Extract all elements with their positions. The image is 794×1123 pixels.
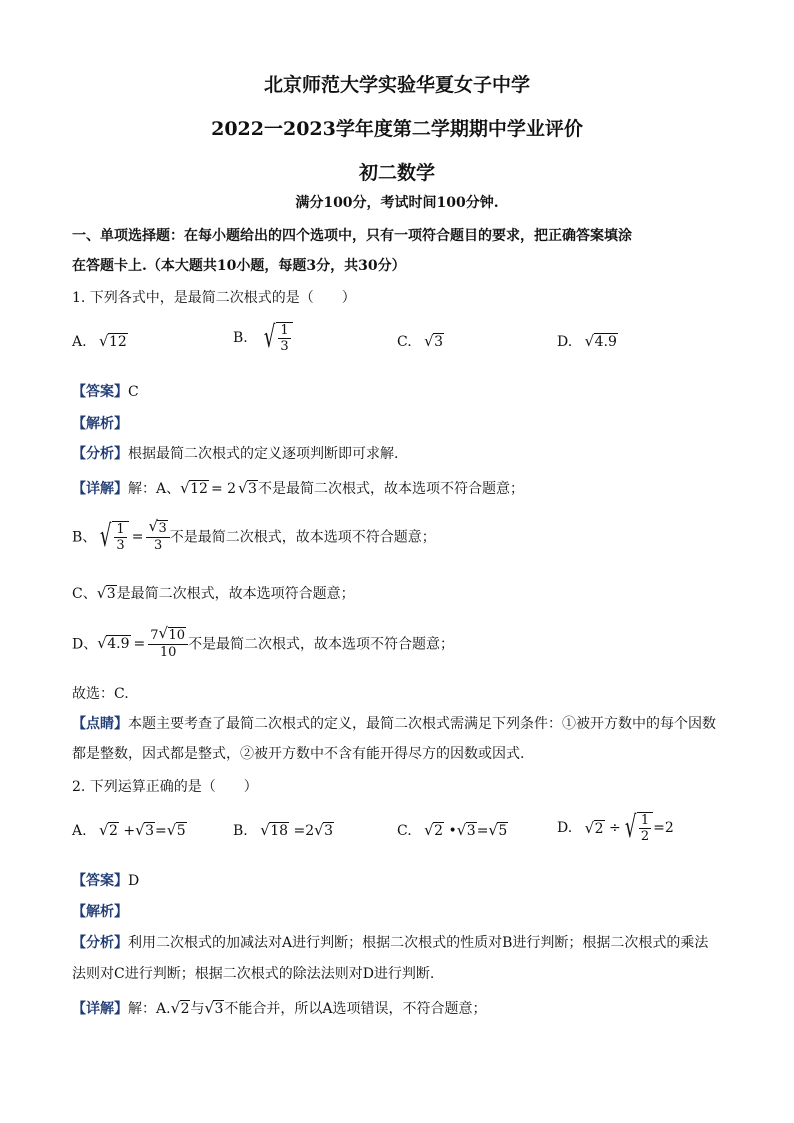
xiangjie-label: 【详解】 xyxy=(72,481,128,497)
equals: = xyxy=(476,823,489,839)
xiangjie-label: 【详解】 xyxy=(72,1001,128,1017)
q1-option-d xyxy=(557,333,618,350)
option-letter: B. xyxy=(233,330,248,346)
analysis-label: 【解析】 xyxy=(72,904,128,920)
q1-step-c xyxy=(72,583,355,603)
sqrt-fraction: √ $\frac{1}{2}$ xyxy=(621,812,653,844)
radicand: 3 xyxy=(145,823,155,839)
radicand: 5 xyxy=(498,823,508,839)
denominator: 2 xyxy=(640,829,650,844)
option-letter: D. xyxy=(557,334,573,350)
sqrt-expression: √ 4.9 xyxy=(97,634,130,652)
option-letter: C. xyxy=(397,334,412,350)
sqrt-expression: √ 3 xyxy=(96,584,116,602)
denominator: 10 xyxy=(159,645,177,660)
question-2-stem: 2. 下列运算正确的是（ ） xyxy=(72,779,258,795)
radicand: 3 xyxy=(158,521,167,536)
q2-answer xyxy=(72,870,139,890)
fraction xyxy=(146,517,169,553)
equals: =2 xyxy=(653,820,674,836)
fraction xyxy=(148,624,188,660)
q2-xiangjie-a xyxy=(72,998,487,1018)
radicand: 4.9 xyxy=(107,636,130,652)
analysis-label: 【解析】 xyxy=(72,416,128,432)
section-instruction-line1: 一、单项选择题：在每小题给出的四个选项中，只有一项符合题目的要求，把正确答案填涂 xyxy=(72,228,632,244)
answer-value: C xyxy=(128,384,139,400)
sqrt-expression: √ 3 xyxy=(204,999,224,1017)
q1-answer xyxy=(72,381,139,401)
q1-option-b xyxy=(233,322,293,354)
radicand: 3 xyxy=(324,823,334,839)
radicand: 4.9 xyxy=(594,334,617,350)
answer-label: 【答案】 xyxy=(72,873,128,889)
sqrt-expression: √ 2 xyxy=(170,999,190,1017)
radicand: 3 xyxy=(434,334,444,350)
operator: ÷ xyxy=(609,820,621,836)
sqrt-expression: √ 5 xyxy=(166,821,186,839)
question-1-stem: 1. 下列各式中，是最简二次根式的是（ ） xyxy=(72,290,356,306)
operator: • xyxy=(448,823,457,839)
q1-dianjing-line2: 都是整数，因式都是整式，②被开方数中不含有能开得尽方的因数或因式. xyxy=(72,746,525,762)
q1-analysis-heading xyxy=(72,413,128,433)
q2-option-b xyxy=(233,822,334,839)
numerator: 1 xyxy=(280,323,289,338)
step-prefix: 解：A. xyxy=(128,1001,171,1017)
radicand: 3 xyxy=(214,1001,224,1017)
radicand: 2 xyxy=(594,820,604,837)
denominator: 3 xyxy=(280,339,289,354)
sqrt-expression: √ 2 xyxy=(424,821,444,839)
option-letter: B. xyxy=(233,823,248,839)
q2-option-c xyxy=(397,822,508,839)
exam-info: 满分100分，考试时间100分钟. xyxy=(295,195,499,211)
step-conclusion: 不能合并，所以A选项错误，不符合题意； xyxy=(224,1001,487,1017)
numerator: 1 xyxy=(640,813,650,828)
fenxi-text: 利用二次根式的加减法对A进行判断；根据二次根式的性质对B进行判断；根据二次根式的乘法 xyxy=(128,935,709,951)
q1-fenxi xyxy=(72,443,398,463)
equals: = xyxy=(133,635,146,652)
option-letter: C. xyxy=(397,823,412,839)
sqrt-expression: √ 3 xyxy=(135,821,155,839)
option-letter: D. xyxy=(557,820,573,836)
radicand: 12 xyxy=(190,481,208,497)
fenxi-label: 【分析】 xyxy=(72,446,128,462)
answer-value: D xyxy=(128,873,140,889)
numerator: 1 xyxy=(116,521,125,537)
sqrt-expression: √ 2 xyxy=(584,818,604,837)
fenxi-text: 根据最简二次根式的定义逐项判断即可求解. xyxy=(128,446,399,462)
radicand: 2 xyxy=(180,1001,190,1017)
q1-dianjing-line1 xyxy=(72,713,716,733)
q2-fenxi-line2: 法则对C进行判断；根据二次根式的除法法则对D进行判断. xyxy=(72,966,435,982)
q1-option-a xyxy=(72,333,128,350)
step-prefix: D、 xyxy=(72,636,98,653)
dianjing-label: 【点睛】 xyxy=(72,716,128,732)
q2-option-d xyxy=(557,812,674,844)
sqrt-expression: √ 2 xyxy=(99,821,118,839)
option-letter: A. xyxy=(72,823,87,839)
fenxi-label: 【分析】 xyxy=(72,935,128,951)
denominator: 3 xyxy=(116,537,125,553)
step-conclusion: 不是最简二次根式，故本选项不符合题意； xyxy=(169,529,436,546)
radicand: 3 xyxy=(248,481,257,497)
sqrt-expression: √ 5 xyxy=(488,821,508,839)
operator: + xyxy=(123,823,136,839)
step-prefix: C、 xyxy=(72,586,97,602)
school-title: 北京师范大学实验华夏女子中学 xyxy=(263,74,530,96)
sqrt-expression: √ 3 xyxy=(148,517,167,536)
step-conclusion: 是最简二次根式，故本选项符合题意； xyxy=(116,586,355,602)
sqrt-expression: √ 4.9 xyxy=(584,332,617,350)
radicand: 2 xyxy=(434,823,444,839)
step-conclusion: 不是最简二次根式，故本选项不符合题意； xyxy=(188,636,455,653)
radicand: 10 xyxy=(168,628,186,643)
step-conclusion: 不是最简二次根式，故本选项不符合题意； xyxy=(257,481,524,497)
option-letter: A. xyxy=(72,334,87,350)
denominator: 3 xyxy=(153,538,163,553)
radicand: 5 xyxy=(176,823,186,839)
sqrt-fraction: √ $\frac{1}{3}$ xyxy=(96,521,128,553)
equals-coef: =2 xyxy=(293,823,315,839)
sqrt-expression: √ 18 xyxy=(260,821,289,839)
radicand: 3 xyxy=(466,823,476,839)
q1-option-c xyxy=(397,333,444,350)
sqrt-expression: √ 3 xyxy=(424,332,444,350)
q1-xiangjie-a xyxy=(72,478,524,498)
sqrt-expression: √ 10 xyxy=(158,624,186,643)
step-prefix: B、 xyxy=(72,529,97,546)
q1-conclusion: 故选：C. xyxy=(72,686,129,702)
connector: 与 xyxy=(190,1001,205,1017)
sqrt-expression: √ 12 xyxy=(180,479,208,497)
section-instruction-line2: 在答题卡上.（本大题共10小题，每题3分，共30分） xyxy=(72,258,406,274)
sqrt-expression: √ 3 xyxy=(456,821,476,839)
radicand: 2 xyxy=(109,823,118,839)
sqrt-expression: √ 3 xyxy=(314,821,334,839)
radicand: 3 xyxy=(106,586,116,602)
equals-coef: = 2 xyxy=(210,481,237,497)
q2-fenxi-line1 xyxy=(72,932,708,952)
q2-analysis-heading xyxy=(72,901,128,921)
subject-title: 初二数学 xyxy=(358,162,435,184)
sqrt-expression: √ 3 xyxy=(238,479,257,497)
answer-label: 【答案】 xyxy=(72,384,128,400)
radicand: 12 xyxy=(109,334,127,350)
exam-title: 2022一2023学年度第二学期期中学业评价 xyxy=(211,118,583,140)
q1-step-d xyxy=(72,624,455,660)
coefficient: 7 xyxy=(150,628,159,643)
sqrt-expression: √ 12 xyxy=(99,332,127,350)
sqrt-fraction: √ $\frac{1}{3}$ xyxy=(260,322,292,354)
dianjing-text: 本题主要考查了最简二次根式的定义，最简二次根式需满足下列条件：①被开方数中的每个因数 xyxy=(128,716,716,732)
equals: = xyxy=(131,528,144,545)
q2-option-a xyxy=(72,822,187,839)
step-prefix: 解：A、 xyxy=(128,481,181,497)
radicand: 18 xyxy=(270,823,289,839)
q1-step-b xyxy=(72,517,436,554)
equals: = xyxy=(155,823,167,839)
